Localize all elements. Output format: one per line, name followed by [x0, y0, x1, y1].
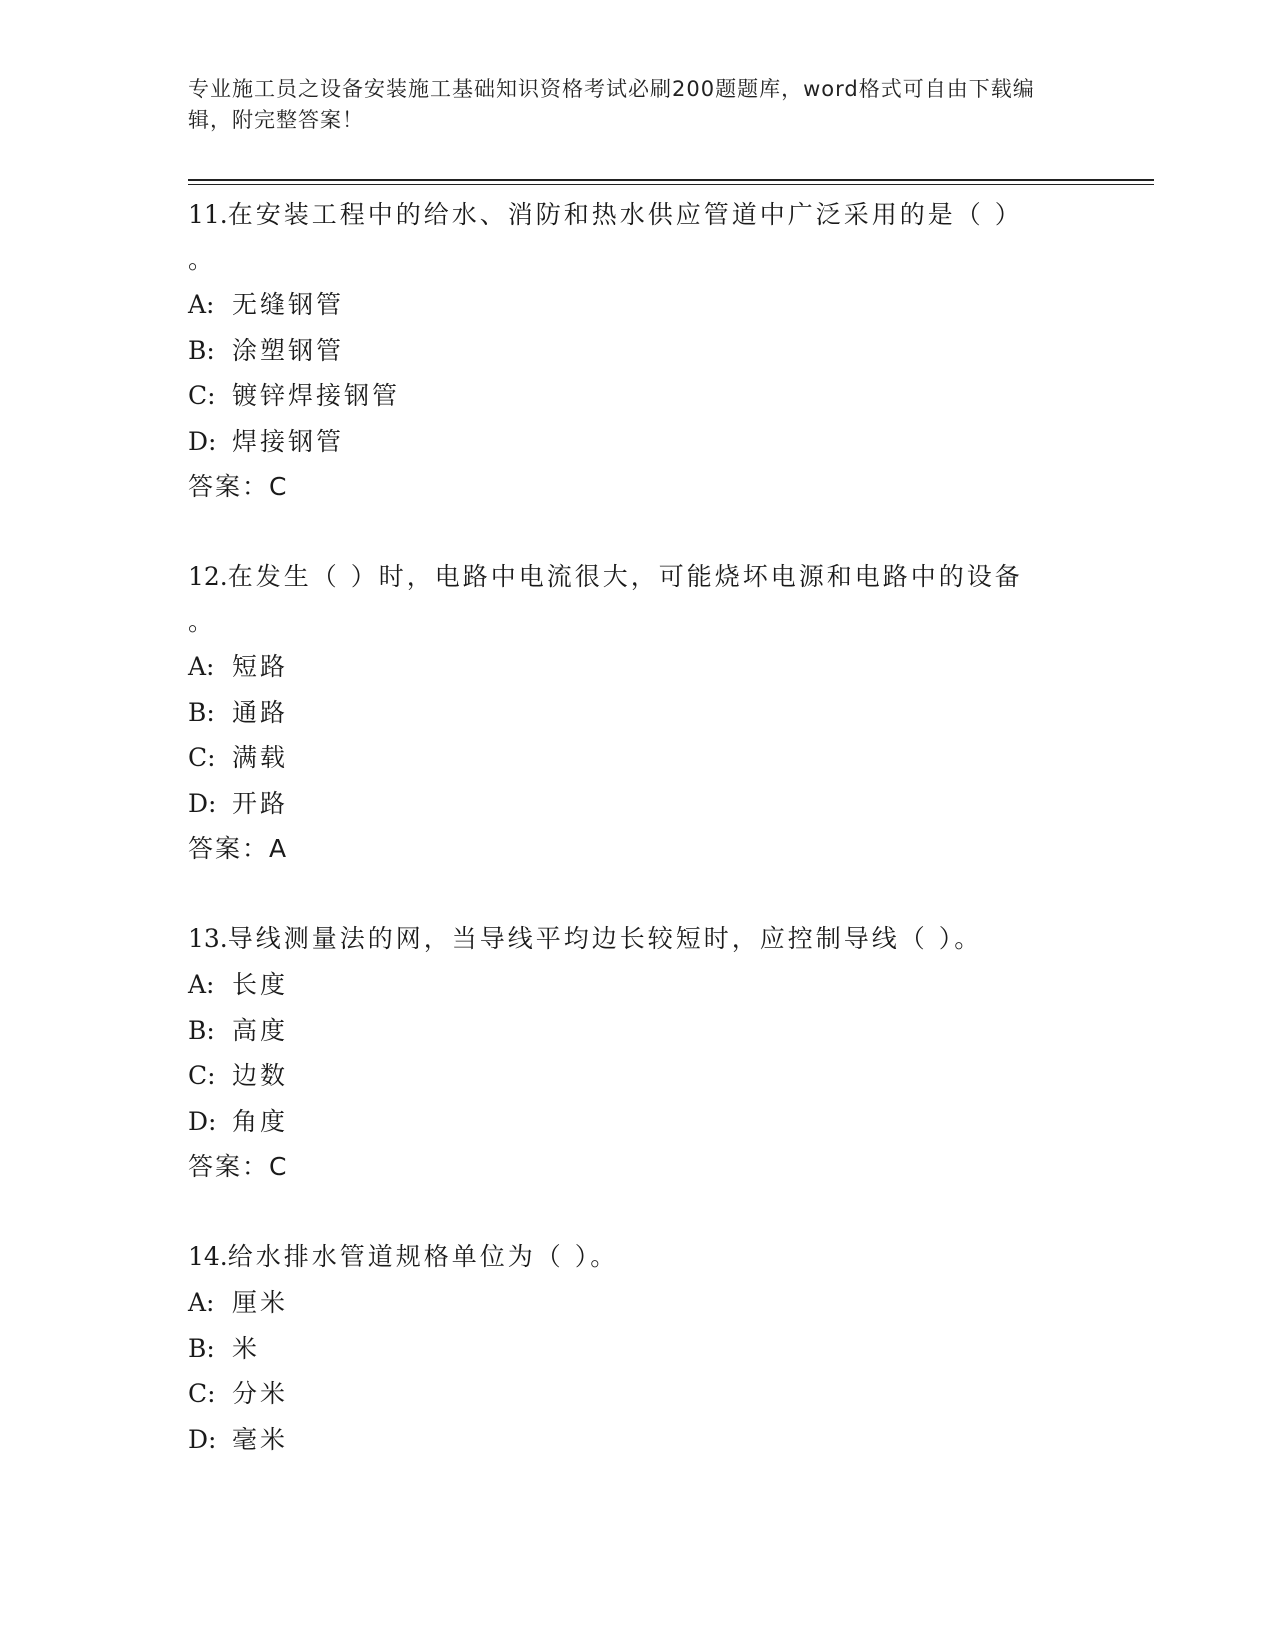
question-number: 12. — [188, 562, 228, 591]
option-text: 焊接钢管 — [232, 426, 345, 456]
question-13 — [188, 916, 1148, 1190]
option-c — [188, 373, 1148, 419]
question-text: 给水排水管道规格单位为（ ）。 — [227, 1242, 619, 1271]
question-stem — [188, 554, 1068, 600]
option-a — [188, 282, 1148, 328]
question-14 — [188, 1234, 1148, 1462]
option-letter: A: — [188, 970, 215, 999]
option-c — [188, 1371, 1148, 1417]
option-text: 通路 — [232, 697, 289, 727]
option-text: 分米 — [232, 1379, 289, 1408]
option-c — [188, 735, 1148, 781]
option-text: 角度 — [232, 1106, 289, 1136]
option-text: 厘米 — [232, 1288, 289, 1317]
option-text: 米 — [232, 1333, 261, 1363]
answer-line: 答案：C — [188, 1152, 289, 1181]
option-d — [188, 419, 1148, 465]
option-a — [188, 644, 1148, 690]
question-stem-tail: 。 — [188, 245, 214, 274]
header-rule-thin — [188, 184, 1154, 185]
question-text: 在发生（ ）时，电路中电流很大，可能烧坏电源和电路中的设备 — [227, 562, 1023, 591]
option-letter: C: — [188, 1379, 216, 1408]
option-b — [188, 328, 1148, 374]
question-stem-tail: 。 — [188, 607, 214, 636]
question-stem — [188, 1234, 1068, 1280]
question-text: 导线测量法的网，当导线平均边长较短时，应控制导线（ ）。 — [227, 924, 983, 953]
option-text: 短路 — [232, 652, 289, 681]
question-stem — [188, 916, 1068, 962]
question-11 — [188, 192, 1148, 510]
option-text: 边数 — [232, 1061, 289, 1090]
option-text: 开路 — [232, 788, 289, 818]
option-letter: B: — [188, 1015, 215, 1045]
question-stem — [188, 192, 1068, 238]
option-letter: A: — [188, 1288, 215, 1317]
option-d — [188, 1417, 1148, 1463]
header-rule-thick — [188, 179, 1154, 181]
option-letter: B: — [188, 1333, 215, 1363]
question-text: 在安装工程中的给水、消防和热水供应管道中广泛采用的是（ ） — [227, 200, 1023, 229]
question-list — [188, 192, 1148, 1462]
option-d — [188, 1099, 1148, 1145]
option-a — [188, 962, 1148, 1008]
option-a — [188, 1280, 1148, 1326]
option-c — [188, 1053, 1148, 1099]
option-b — [188, 690, 1148, 736]
option-b — [188, 1326, 1148, 1372]
option-letter: C: — [188, 743, 216, 772]
option-letter: C: — [188, 381, 216, 410]
option-text: 高度 — [232, 1015, 289, 1045]
option-text: 毫米 — [232, 1424, 289, 1454]
question-number: 11. — [188, 200, 228, 229]
answer-line: 答案：A — [188, 834, 289, 863]
option-text: 长度 — [232, 970, 289, 999]
option-letter: D: — [188, 788, 217, 818]
option-text: 涂塑钢管 — [232, 335, 345, 365]
option-letter: C: — [188, 1061, 216, 1090]
option-letter: D: — [188, 1424, 217, 1454]
option-text: 镀锌焊接钢管 — [232, 381, 401, 410]
option-text: 满载 — [232, 743, 289, 772]
option-d — [188, 781, 1148, 827]
question-12 — [188, 554, 1148, 872]
document-header: 专业施工员之设备安装施工基础知识资格考试必刷200题题库，word格式可自由下载编辑，附完整答案！ — [188, 77, 1035, 132]
answer-line: 答案：C — [188, 472, 289, 501]
question-number: 13. — [188, 924, 228, 953]
question-number: 14. — [188, 1242, 228, 1271]
option-b — [188, 1008, 1148, 1054]
option-letter: D: — [188, 1106, 217, 1136]
option-text: 无缝钢管 — [232, 290, 345, 319]
option-letter: A: — [188, 290, 215, 319]
option-letter: B: — [188, 697, 215, 727]
option-letter: A: — [188, 652, 215, 681]
option-letter: B: — [188, 335, 215, 365]
option-letter: D: — [188, 426, 217, 456]
